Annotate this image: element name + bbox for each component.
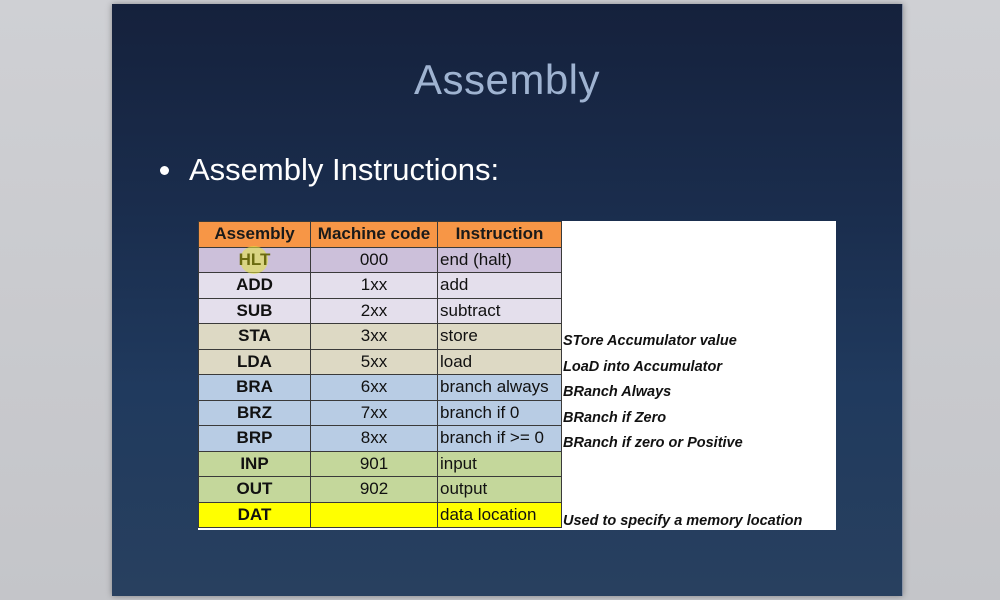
note-lda: LoaD into Accumulator bbox=[563, 359, 722, 375]
table-row bbox=[199, 298, 562, 324]
embedded-spreadsheet bbox=[198, 221, 836, 530]
header-machine-code: Machine code bbox=[311, 222, 438, 248]
bullet-point bbox=[160, 152, 499, 188]
note-brz: BRanch if Zero bbox=[563, 410, 667, 426]
table-row bbox=[199, 349, 562, 375]
presentation-slide bbox=[112, 4, 903, 596]
instruction-cell[interactable]: store bbox=[438, 324, 562, 350]
mnemonic-cell[interactable]: SUB bbox=[199, 298, 311, 324]
machine-code-cell[interactable]: 6xx bbox=[311, 375, 438, 401]
machine-code-cell[interactable]: 8xx bbox=[311, 426, 438, 452]
mnemonic-cell[interactable]: LDA bbox=[199, 349, 311, 375]
table-row bbox=[199, 400, 562, 426]
slide-title: Assembly bbox=[413, 56, 601, 103]
machine-code-cell[interactable] bbox=[311, 502, 438, 528]
machine-code-cell[interactable]: 901 bbox=[311, 451, 438, 477]
machine-code-cell[interactable]: 2xx bbox=[311, 298, 438, 324]
instruction-cell[interactable]: load bbox=[438, 349, 562, 375]
instruction-cell[interactable]: add bbox=[438, 273, 562, 299]
mnemonic-cell[interactable]: INP bbox=[199, 451, 311, 477]
instruction-cell[interactable]: branch if >= 0 bbox=[438, 426, 562, 452]
table-row bbox=[199, 451, 562, 477]
machine-code-cell[interactable]: 7xx bbox=[311, 400, 438, 426]
mnemonic-cell[interactable]: HLT bbox=[199, 247, 311, 273]
machine-code-cell[interactable]: 000 bbox=[311, 247, 438, 273]
mnemonic-cell[interactable]: ADD bbox=[199, 273, 311, 299]
header-assembly: Assembly bbox=[199, 222, 311, 248]
note-dat: Used to specify a memory location bbox=[563, 513, 803, 529]
mnemonic-cell[interactable]: STA bbox=[199, 324, 311, 350]
table-row bbox=[199, 273, 562, 299]
mnemonic-cell[interactable]: BRZ bbox=[199, 400, 311, 426]
table-row bbox=[199, 324, 562, 350]
machine-code-cell[interactable]: 1xx bbox=[311, 273, 438, 299]
instruction-table bbox=[198, 221, 562, 528]
instruction-cell[interactable]: output bbox=[438, 477, 562, 503]
machine-code-cell[interactable]: 902 bbox=[311, 477, 438, 503]
mnemonic-cell[interactable]: BRP bbox=[199, 426, 311, 452]
machine-code-cell[interactable]: 3xx bbox=[311, 324, 438, 350]
note-sta: STore Accumulator value bbox=[563, 333, 737, 349]
bullet-text: Assembly Instructions: bbox=[189, 152, 500, 187]
instruction-cell[interactable]: subtract bbox=[438, 298, 562, 324]
table-row bbox=[199, 426, 562, 452]
table-row bbox=[199, 502, 562, 528]
mnemonic-cell[interactable]: DAT bbox=[199, 502, 311, 528]
table-header-row bbox=[199, 222, 562, 248]
instruction-cell[interactable]: end (halt) bbox=[438, 247, 562, 273]
note-bra: BRanch Always bbox=[563, 384, 672, 400]
mnemonic-cell[interactable]: OUT bbox=[199, 477, 311, 503]
instruction-cell[interactable]: branch always bbox=[438, 375, 562, 401]
table-row bbox=[199, 375, 562, 401]
bullet-dot-icon bbox=[160, 166, 169, 175]
machine-code-cell[interactable]: 5xx bbox=[311, 349, 438, 375]
header-instruction: Instruction bbox=[438, 222, 562, 248]
table-row bbox=[199, 247, 562, 273]
note-brp: BRanch if zero or Positive bbox=[563, 435, 743, 451]
instruction-cell[interactable]: data location bbox=[438, 502, 562, 528]
mnemonic-cell[interactable]: BRA bbox=[199, 375, 311, 401]
instruction-cell[interactable]: input bbox=[438, 451, 562, 477]
instruction-cell[interactable]: branch if 0 bbox=[438, 400, 562, 426]
table-row bbox=[199, 477, 562, 503]
